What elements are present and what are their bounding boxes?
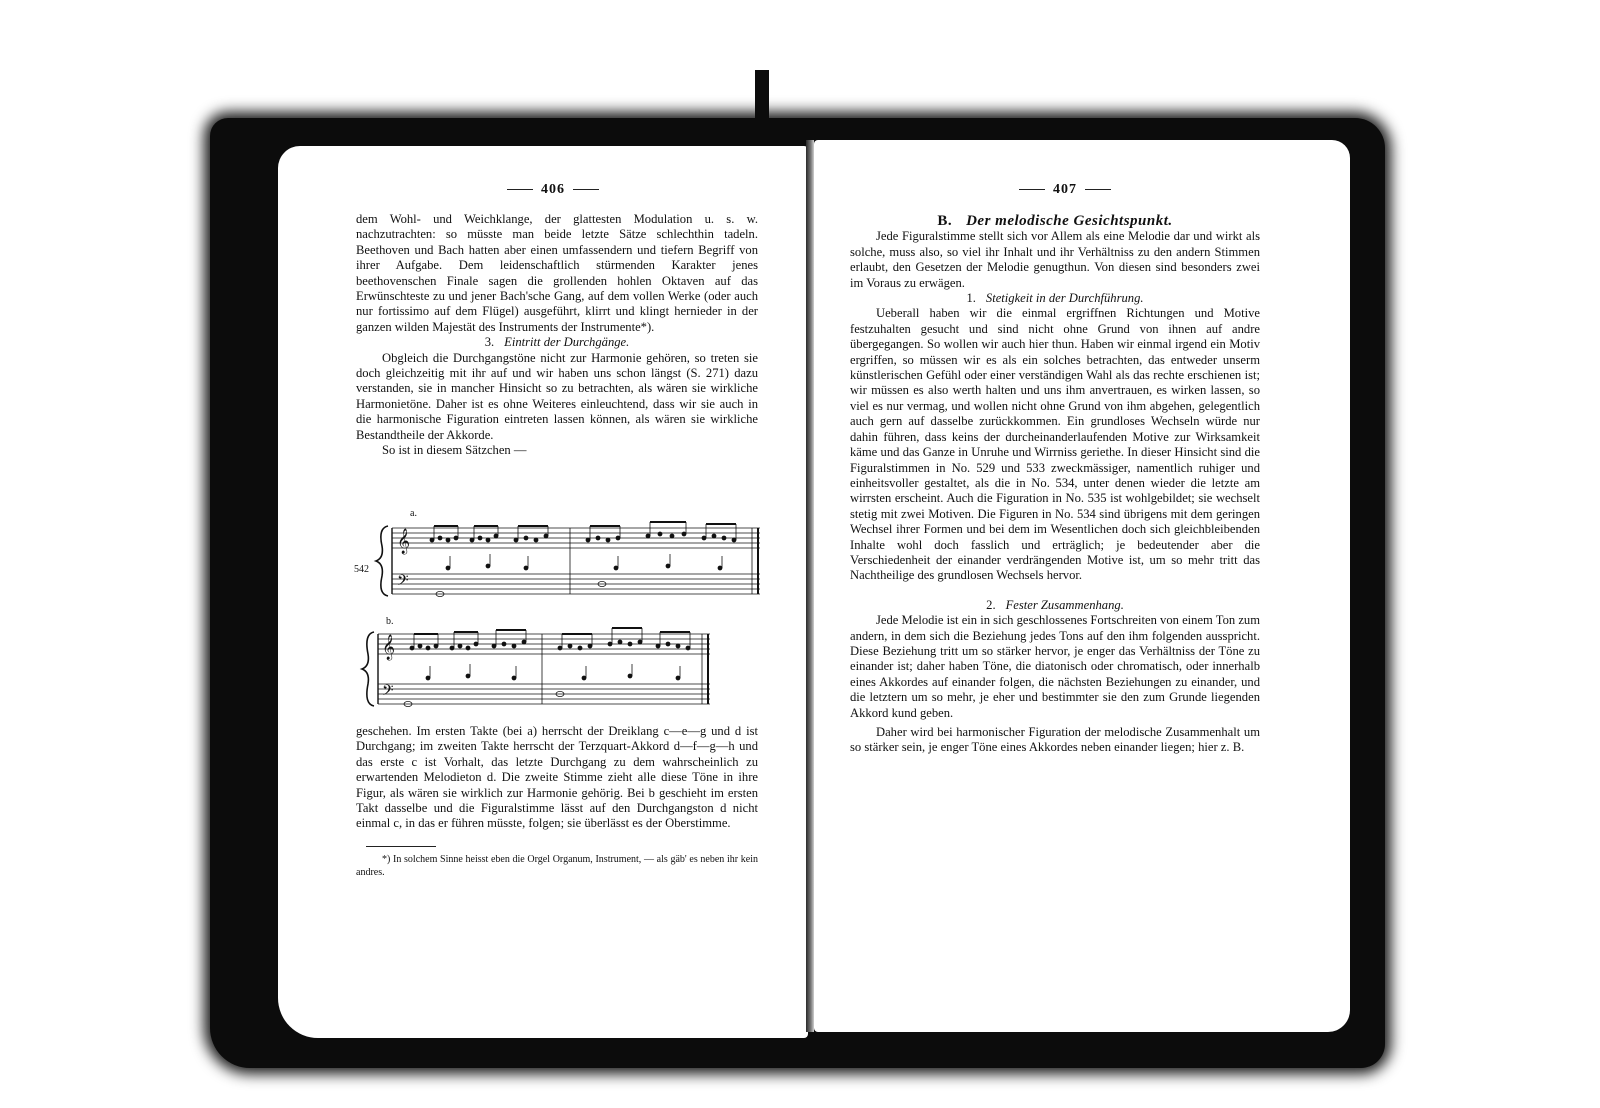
left-page-number: 406 xyxy=(541,182,565,197)
section-b-title: Der melodische Gesichtspunkt. xyxy=(966,213,1173,229)
staff-b-bass xyxy=(378,684,710,704)
bass-clef-icon: 𝄢 xyxy=(397,572,409,593)
section-3-number: 3. xyxy=(484,335,495,350)
paragraph-durchgang: Obgleich die Durchgangstöne nicht zur Harmonie gehören, so treten sie doch gleichzeitig mit ihr auf und wir haben uns schon längst (S. 271) dazu verstanden, sie in mancher Hinsicht so zu betrachten, als wären sie wirkliche Harmonietöne. Daher ist es ohne Weiteres einleuchtend, dass wir sie auch in die harmonische Figuration eintreten lassen können, als wären sie wirkliche Bestandtheile der Akkorde. xyxy=(356,350,758,442)
paragraph-continuation: dem Wohl- und Weichklange, der glattesten Modulation u. s. w. nachzutrachten: so müsste man beide letzte Sätze schlechthin tadeln. Beethoven und Bach hatten aber einen umfassendern und tiefern Begriff von ihrer Aufgabe. Dem leidenschaftlich stürmenden Karakter jenes beethovenschen Finale sagen die grollenden hohlen Oktaven auf das Erwünschteste zu und jener Bach'sche Gang, auf dem vollen Werke (oder auch nur fortissimo auf dem Flügel) ausgeführt, klirrt und klingt hernieder in der ganzen wilden Majestät des Instruments der Instrumente*). xyxy=(356,212,758,334)
paragraph-final: Daher wird bei harmonischer Figuration der melodische Zusammenhalt um so stärker sein, je enger Töne eines Akkordes neben einander liegen; hier z. B. xyxy=(850,725,1260,755)
left-page-number-header xyxy=(453,182,653,198)
right-page-number: 407 xyxy=(1053,182,1077,197)
left-column-top xyxy=(356,212,758,459)
staff-a-bass xyxy=(392,574,760,594)
section-3-heading xyxy=(356,335,758,350)
section-1-title: Stetigkeit in der Durchführung. xyxy=(985,291,1144,306)
footnote-divider xyxy=(366,846,436,847)
music-example-542 xyxy=(348,508,768,722)
left-column-bottom xyxy=(356,724,758,879)
paragraph-after-example: geschehen. Im ersten Takte (bei a) herrscht der Dreiklang c—e—g und d ist Durchgang; im zweiten Takte herrscht der Terzquart-Akkord d—f—g—h und das erste c ist Vorhalt, das letzte Durchgang zu dem wahrscheinlich zu erwartenden Melodieton d. Die zweite Stimme zieht alle diese Töne in ihre Figur, als wären sie wirklich zur Harmonie gehörig. Bei b geschieht im ersten Takt dasselbe und die Figuralstimme lässt auf den Durchgangston d nicht einmal c, in das er führen müsste, folgen; sie überlässt es der Oberstimme. xyxy=(356,724,758,831)
section-2-title: Fester Zusammenhang. xyxy=(1005,597,1124,612)
treble-clef-icon: 𝄞 xyxy=(397,529,411,554)
example-number: 542 xyxy=(354,564,369,575)
right-column xyxy=(850,214,1260,756)
book-gutter xyxy=(806,140,814,1032)
book-spine-edge xyxy=(755,70,769,140)
paragraph-stetigkeit: Ueberall haben wir die einmal ergriffnen Richtungen und Motive festzuhalten gesucht und sind nicht ohne Grund von ihnen auf andre übergegangen. So wollen wir auch hier thun. Haben wir einmal irgend ein Motiv ergriffen, so müssen wir es als ein solches betrachten, das entweder unserm künstlerischen Gefühl oder einer verständigen Wahl als das rechte erschienen ist; wir müssen es also werth halten und uns ihm anvertrauen, es wirken lassen, so viel es nur vermag, und wollen nicht ohne Grund von ihm abgehen, gelegentlich auch gern auf dasselbe zurückkommen. Ein grundloses Wechseln würde nur dahin führen, dass keins der durcheinanderlaufenden Motive zur Wirksamkeit käme und das Ganze in Unruhe und Wirrniss geriethe. In dieser Hinsicht sind die Figuralstimmen in No. 529 und 533 zweckmässiger, namentlich ruhiger und einheitsvoller gestaltet, als die in No. 534, unter denen wieder die letzte am wirrsten erscheint. Auch die Figuration in No. 535 ist wohlgebildet; sie wechselt stetig mit zwei Motiven. Die Figuren in No. 534 sind übrigens mit dem geringen Wechsel ihrer Formen und bei dem im Wesentlichen doch sich gleichbleibenden Inhalte wohl doch fasslich und erträglich; je bedeutender aber die Verschiedenheit der einander verdrängenden Motive ist, um so mehr tritt das Nachtheilige des grundlosen Wechsels hervor. xyxy=(850,306,1260,583)
notes-system-b xyxy=(404,628,690,707)
example-label-b: b. xyxy=(386,616,394,627)
section-1-heading xyxy=(850,291,1260,306)
music-notation-graphic xyxy=(348,516,768,722)
paragraph-zusammenhang: Jede Melodie ist ein in sich geschlossenes Fortschreiten von einem Ton zum andern, in dem sich die Beziehung jedes Tons auf den ihm folgenden ausspricht. Diese Beziehung tritt um so stärker hervor, je enger das Verhältniss der Töne zu einander ist; daher haben Töne, die diatonisch oder chromatisch, oder innerhalb eines Akkordes auf einander folgen, die nächsten Beziehungen zu einander, und die letztern um so mehr, je eher und bestimmter sie den zum Grunde liegenden Akkord kund geben. xyxy=(850,613,1260,720)
section-1-number: 1. xyxy=(966,291,976,306)
paragraph-example-intro: So ist in diesem Sätzchen — xyxy=(382,443,527,458)
right-page-number-header xyxy=(965,182,1165,198)
section-2-heading xyxy=(850,598,1260,613)
footnote: *) In solchem Sinne heisst eben die Orgel Organum, Instrument, — als gäb' es neben ihr kein andres. xyxy=(356,853,758,878)
section-b-letter: B. xyxy=(937,213,953,229)
bass-clef-icon-b: 𝄢 xyxy=(382,682,394,703)
section-b-heading xyxy=(850,214,1260,229)
section-3-title: Eintritt der Durchgänge. xyxy=(504,335,630,350)
section-2-number: 2. xyxy=(986,597,996,612)
paragraph-b-intro: Jede Figuralstimme stellt sich vor Allem als eine Melodie dar und wirkt als solche, muss also, so viel ihr Inhalt und ihr Verhältniss zu den andern Stimmen erlaubt, den Gesetzen der Melodie genugthun. Von diesen sind besonders zwei im Voraus zu erwägen. xyxy=(850,229,1260,290)
example-label-a: a. xyxy=(410,508,417,519)
treble-clef-icon-b: 𝄞 xyxy=(382,635,396,660)
